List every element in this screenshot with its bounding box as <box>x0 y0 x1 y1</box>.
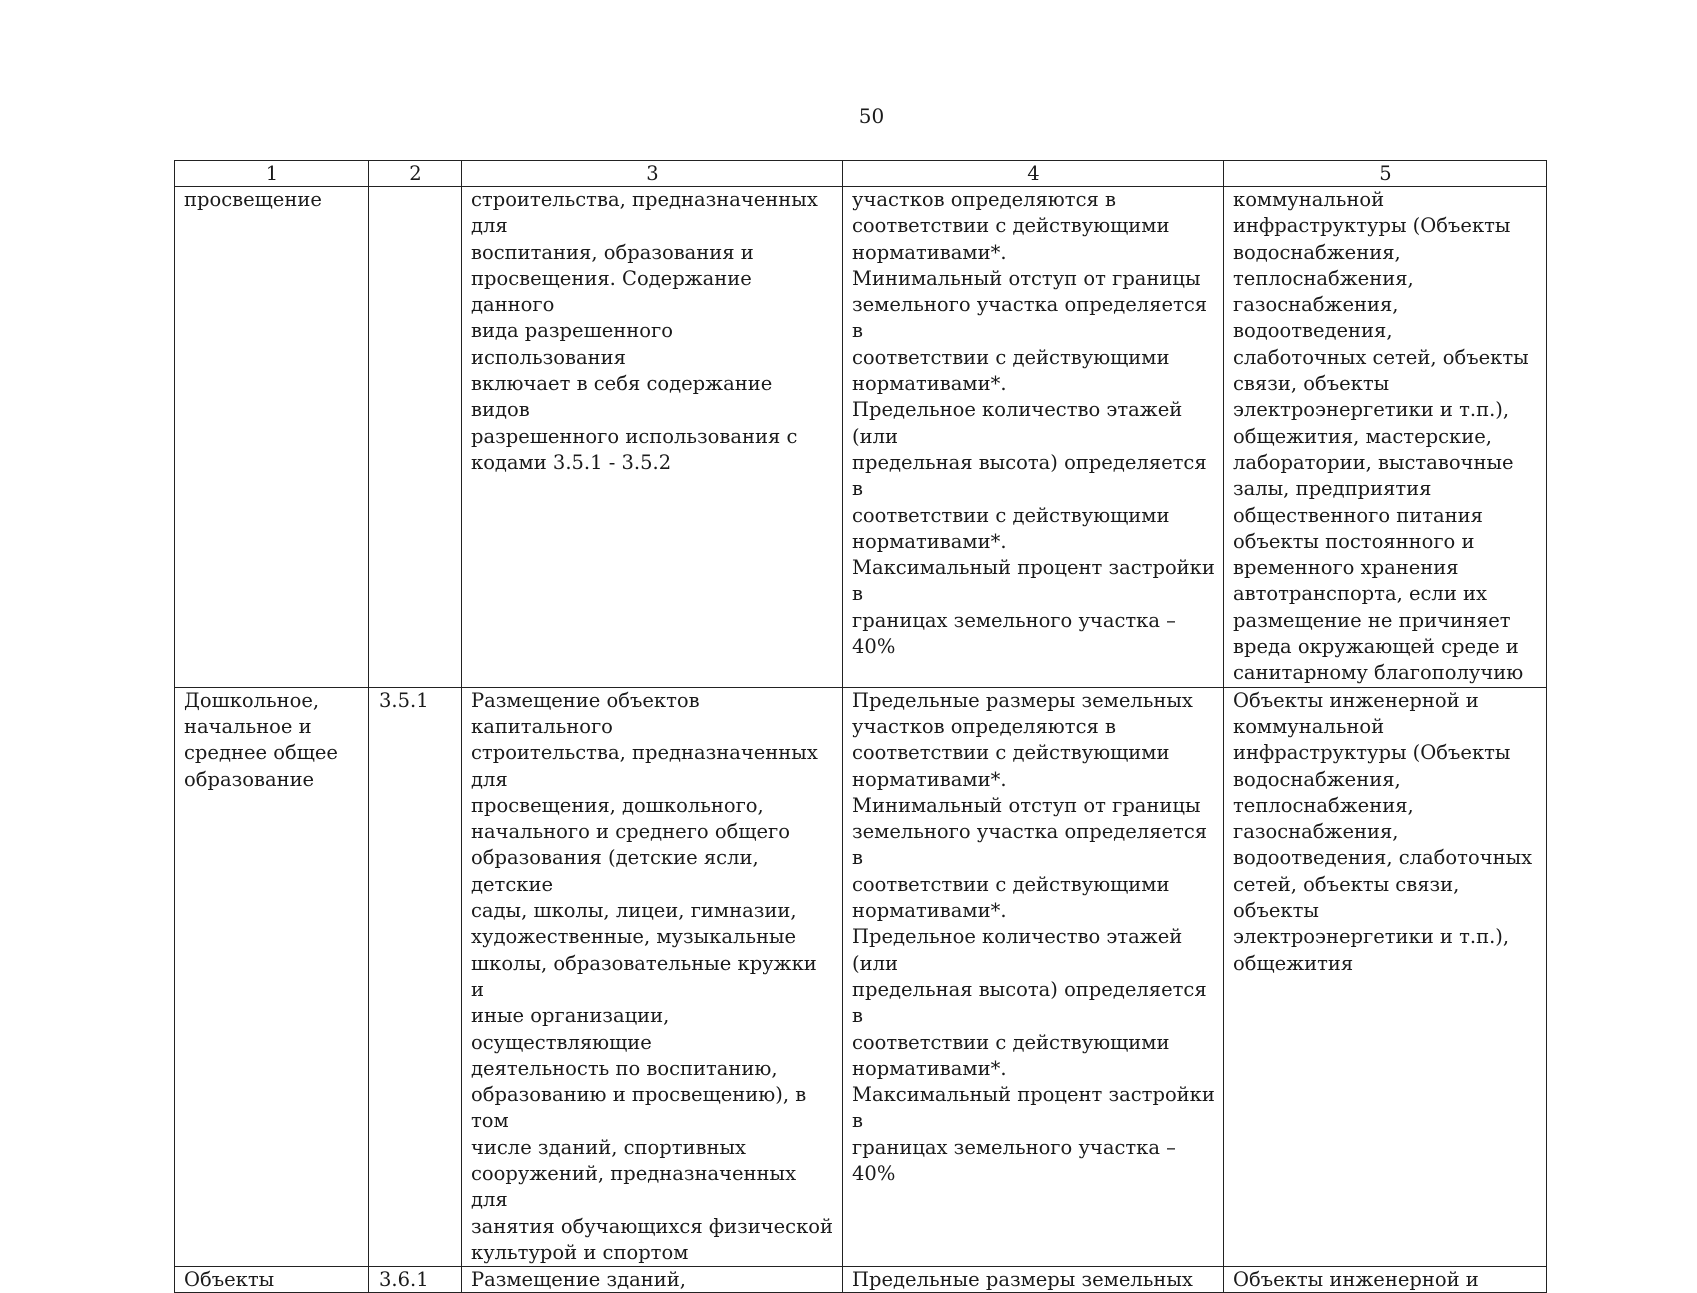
use-code-cell: 3.6.1 <box>369 1267 462 1293</box>
use-name-cell: Дошкольное, начальное и среднее общее образование <box>175 687 369 1267</box>
use-code-cell: 3.5.1 <box>369 687 462 1267</box>
column-header-5: 5 <box>1224 161 1547 187</box>
zoning-table <box>174 160 1547 1293</box>
parameters-cell: Предельные размеры земельных участков определяются в соответствии с действующими нормативами*. Минимальный отступ от границы земельного участка определяется в соответствии с действующими нормативами*. Предельное количество этажей (или предельная высота) определяется в соответствии с действующими нормативами*. Максимальный процент застройки в границах земельного участка – 40% <box>843 687 1224 1267</box>
use-code-cell <box>369 187 462 688</box>
column-header-4: 4 <box>843 161 1224 187</box>
use-name-cell: просвещение <box>175 187 369 688</box>
auxiliary-uses-cell: Объекты инженерной и коммунальной инфраструктуры (Объекты водоснабжения, теплоснабжения, газоснабжения, водоотведения, слаботочных сетей, объекты связи, объекты электроэнергетики и т.п.), общежития <box>1224 687 1547 1267</box>
page-number: 50 <box>858 104 885 128</box>
table-row <box>175 1267 1547 1293</box>
column-header-1: 1 <box>175 161 369 187</box>
column-header-2: 2 <box>369 161 462 187</box>
table-row <box>175 187 1547 688</box>
parameters-cell: Предельные размеры земельных <box>843 1267 1224 1293</box>
auxiliary-uses-cell: Объекты инженерной и <box>1224 1267 1547 1293</box>
parameters-cell: участков определяются в соответствии с действующими нормативами*. Минимальный отступ от границы земельного участка определяется в соответствии с действующими нормативами*. Предельное количество этажей (или предельная высота) определяется в соответствии с действующими нормативами*. Максимальный процент застройки в границах земельного участка – 40% <box>843 187 1224 688</box>
table-row <box>175 687 1547 1267</box>
auxiliary-uses-cell: коммунальной инфраструктуры (Объекты водоснабжения, теплоснабжения, газоснабжения, водоотведения, слаботочных сетей, объекты связи, объекты электроэнергетики и т.п.), общежития, мастерские, лаборатории, выставочные залы, предприятия общественного питания объекты постоянного и временного хранения автотранспорта, если их размещение не причиняет вреда окружающей среде и санитарному благополучию <box>1224 187 1547 688</box>
use-name-cell: Объекты <box>175 1267 369 1293</box>
use-description-cell: строительства, предназначенных для воспитания, образования и просвещения. Содержание данного вида разрешенного использования включает в себя содержание видов разрешенного использования с кодами 3.5.1 - 3.5.2 <box>462 187 843 688</box>
column-header-3: 3 <box>462 161 843 187</box>
table-header-row <box>175 161 1547 187</box>
use-description-cell: Размещение объектов капитального строительства, предназначенных для просвещения, дошкольного, начального и среднего общего образования (детские ясли, детские сады, школы, лицеи, гимназии, художественные, музыкальные школы, образовательные кружки и иные организации, осуществляющие деятельность по воспитанию, образованию и просвещению), в том числе зданий, спортивных сооружений, предназначенных для занятия обучающихся физической культурой и спортом <box>462 687 843 1267</box>
use-description-cell: Размещение зданий, <box>462 1267 843 1293</box>
